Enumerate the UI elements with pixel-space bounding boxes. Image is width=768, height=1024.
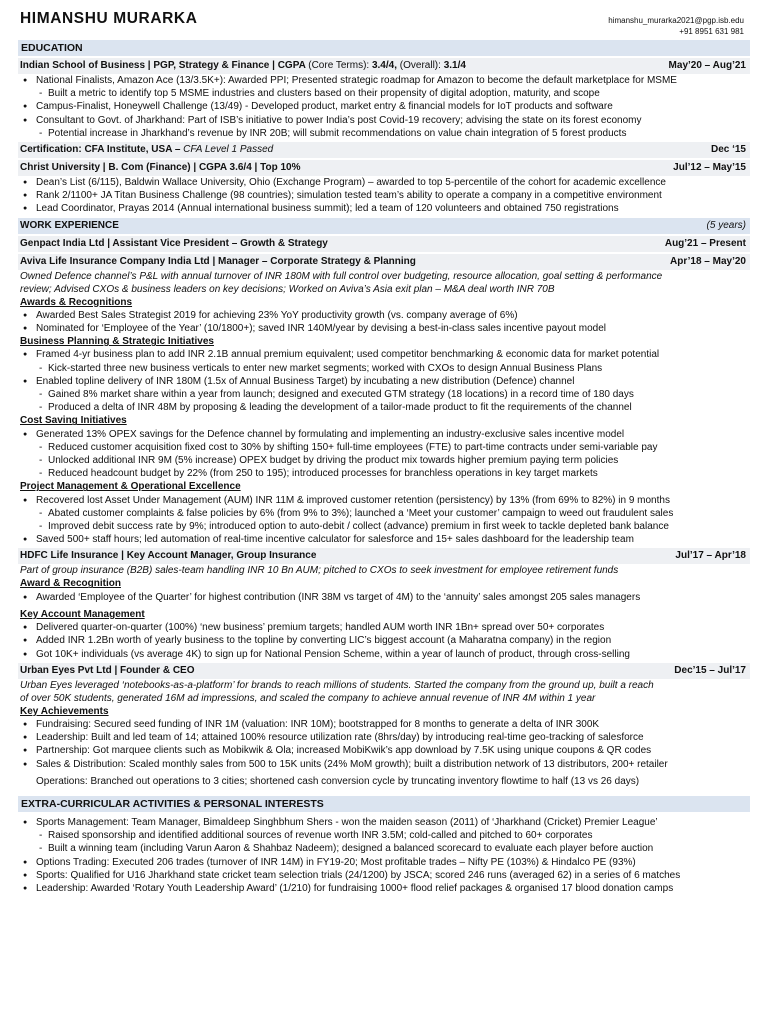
cfa-entry-header [18,142,750,158]
isb-bullets [18,74,750,140]
cfa-entry-title: Certification: CFA Institute, USA – CFA Level 1 Passed [20,144,274,156]
list-item: ● Campus-Finalist, Honeywell Challenge (13/49) - Developed product, market entry & financial models for IoT products and software [18,100,750,113]
sub-item: - Potential increase in Jharkhand’s revenue by INR 20B; will submit recommendations on value chain integration of 5 forest products [18,127,750,140]
list-item: ● Awarded ‘Employee of the Quarter’ for highest contribution (INR 38M vs target of 4M) to the ‘annuity’ sales amongst 205 sales managers [18,591,750,604]
hdfc-kam-list [18,621,750,661]
section-education-heading: EDUCATION [18,40,750,56]
extra-list [18,816,750,895]
sub-item: - Gained 8% market share within a year from launch; designed and executed GTM strategy (18 locations) in a record time of 180 days [18,388,750,401]
urban-title: Urban Eyes Pvt Ltd | Founder & CEO [20,664,195,676]
hdfc-entry-header [18,548,750,564]
sub-item: - Built a metric to identify top 5 MSME industries and clusters based on their propensity of digital adoption, maturity, and scope [18,87,750,100]
urban-intro: Urban Eyes leveraged ‘notebooks-as-a-platform’ for brands to reach millions of students. Started the company from the ground up, built a reach of over 50K students, generated 16M ad impressions, and scaled the company to achieve annual revenue of INR 4M within 1 year [20,679,654,704]
urban-achievements-heading: Key Achievements [20,705,109,717]
urban-achievements-list [18,718,750,771]
list-item: ● Added INR 1.2Bn worth of yearly business to the topline by converting LIC’s biggest account (a Maharatna company) in the region [18,634,750,647]
list-item: ● Rank 2/1100+ JA Titan Business Challenge (98 countries); simulation tested team’s ability to operate a company in a competitive environment [18,189,750,202]
phone: +91 8951 631 981 [679,27,744,36]
sub-item: - Improved debit success rate by 9%; introduced option to auto-debit / collect (advance) premium in first week to tackle depleted bank balance [18,520,750,533]
list-item: ● Generated 13% OPEX savings for the Defence channel by formulating and implementing an industry-exclusive sales incentive model [18,428,750,441]
isb-entry-header [18,58,750,74]
christ-entry-title: Christ University | B. Com (Finance) | CGPA 3.6/4 | Top 10% [20,162,301,174]
section-extra-heading: EXTRA-CURRICULAR ACTIVITIES & PERSONAL INTERESTS [18,796,750,812]
list-item: ● Framed 4-yr business plan to add INR 2.1B annual premium equivalent; used competitor benchmarking & economic data for market potential [18,348,750,361]
list-item: ● Leadership: Awarded ‘Rotary Youth Leadership Award’ (1/210) for fundraising 1000+ flood relief packages & organised 17 blood donation camps [18,882,750,895]
list-item: ● Saved 500+ staff hours; led automation of real-time incentive calculator for salesforce and 15+ sales dashboard for the leadership team [18,533,750,546]
christ-bullets [18,176,750,216]
aviva-dates: Apr’18 – May’20 [670,255,746,267]
contact-block [608,15,744,37]
list-item: ● Lead Coordinator, Prayas 2014 (Annual international business summit); led a team of 120 volunteers and obtained 750 registrations [18,202,750,215]
aviva-intro: Owned Defence channel’s P&L with annual turnover of INR 180M with full control over budgeting, resource allocation, goal setting & performance review; Advised CXOs & business leaders on key decisions; Worked on Aviva’s Asia exit plan – M&A deal worth INR 70B [20,270,663,295]
aviva-awards-list [18,309,750,335]
aviva-planning-heading: Business Planning & Strategic Initiatives [20,336,214,348]
aviva-cost-list [18,428,750,481]
sub-item: - Reduced customer acquisition fixed cost to 30% by shifting 150+ full-time employees (FTE) to part-time contracts under semi-variable pay [18,441,750,454]
section-work-heading [18,218,750,234]
christ-entry-header [18,160,750,176]
list-item: ● Options Trading: Executed 206 trades (turnover of INR 14M) in FY19-20; Most profitable trades – Nifty PE (103%) & Hindalco PE (93%) [18,856,750,869]
urban-dates: Dec’15 – Jul’17 [674,664,746,676]
list-item: ● Sports: Qualified for U16 Jharkhand state cricket team selection trials (24/1200) by JSCA; scored 246 runs (averaged 62) in a series of 6 matches [18,869,750,882]
sub-item: - Kick-started three new business verticals to enter new market segments; worked with CXOs to design Annual Business Plans [18,362,750,375]
list-item: ● Nominated for ‘Employee of the Year’ (10/1800+); saved INR 140M/year by devising a best-in-class sales incentive payout model [18,322,750,335]
email: himanshu_murarka2021@pgp.isb.edu [608,16,744,25]
work-title: WORK EXPERIENCE [20,219,119,231]
sub-item: - Unlocked additional INR 9M (5% increase) OPEX budget by driving the product mix towards higher premium paying term policies [18,454,750,467]
sub-item: - Built a winning team (including Varun Aaron & Shahbaz Nadeem); designed a balanced scorecard to evaluate each player before auction [18,842,750,855]
genpact-dates: Aug’21 – Present [664,237,746,249]
aviva-cost-heading: Cost Saving Initiatives [20,415,127,427]
sub-item: - Raised sponsorship and identified additional sources of revenue worth INR 3.5M; cold-called and pitched to 60+ corporates [18,829,750,842]
cfa-dates: Dec ‘15 [710,144,746,156]
list-item: ● Consultant to Govt. of Jharkhand: Part of ISB’s initiative to power India’s post Covid-19 recovery; advising the state on its forest economy [18,114,750,127]
list-item: ● Awarded Best Sales Strategist 2019 for achieving 23% YoY productivity growth (vs. company average of 6%) [18,309,750,322]
aviva-entry-header [18,254,750,270]
list-item: ● National Finalists, Amazon Ace (13/3.5K+): Awarded PPI; Presented strategic roadmap for Amazon to become the default marketplace for MSME [18,74,750,87]
list-item: ● Enabled topline delivery of INR 180M (1.5x of Annual Business Target) by incubating a new distribution (Defence) channel [18,375,750,388]
work-years: (5 years) [706,219,746,231]
hdfc-kam-heading: Key Account Management [20,608,145,620]
genpact-title: Genpact India Ltd | Assistant Vice President – Growth & Strategy [20,237,328,249]
list-item: ● Sales & Distribution: Scaled monthly sales from 500 to 15K units (24% MoM growth); built a distribution network of 13 distributors, 200+ retailer [18,758,750,771]
list-item: ● Got 10K+ individuals (vs average 4K) to sign up for National Pension Scheme, within a year of launch of product, through cross-selling [18,648,750,661]
aviva-pm-list [18,494,750,547]
hdfc-intro: Part of group insurance (B2B) sales-team handling INR 10 Bn AUM; pitched to CXOs to seek investment for employee retirement funds [20,565,619,577]
christ-dates: Jul’12 – May’15 [673,162,746,174]
urban-entry-header [18,663,750,679]
aviva-title: Aviva Life Insurance Company India Ltd | Manager – Corporate Strategy & Planning [20,255,416,267]
list-item: ● Delivered quarter-on-quarter (100%) ‘new business’ premium targets; handled AUM worth INR 1Bn+ spread over 50+ corporates [18,621,750,634]
list-item: ● Leadership: Built and led team of 14; attained 100% resource utilization rate (8hrs/day) by introducing real-time geo-tracking of salesforce [18,731,750,744]
list-item: ● Sports Management: Team Manager, Bimaldeep Singhbhum Shers - won the maiden season (2011) of ‘Jharkhand (Cricket) Premier League’ [18,816,750,829]
aviva-awards-heading: Awards & Recognitions [20,296,133,308]
hdfc-award-list [18,591,750,604]
urban-operations-line: Operations: Branched out operations to 3 cities; shortened cash conversion cycle by truncating inventory flowtime to half (13 vs 26 days) [36,775,640,787]
isb-dates: May’20 – Aug’21 [668,60,746,71]
aviva-planning-list [18,348,750,414]
list-item: ● Fundraising: Secured seed funding of INR 1M (valuation: INR 10M); bootstrapped for 8 months to generate a delta of INR 300K [18,718,750,731]
sub-item: - Abated customer complaints & false policies by 6% (from 9% to 3%); launched a ‘Meet your customer’ campaign to weed out fraudulent sales [18,507,750,520]
hdfc-award-heading: Award & Recognition [20,578,121,590]
list-item: ● Dean’s List (6/115), Baldwin Wallace University, Ohio (Exchange Program) – awarded to top 5-percentile of the cohort for academic excellence [18,176,750,189]
hdfc-title: HDFC Life Insurance | Key Account Manager, Group Insurance [20,550,317,562]
aviva-pm-heading: Project Management & Operational Excellence [20,481,241,493]
isb-entry-title: Indian School of Business | PGP, Strategy & Finance | CGPA (Core Terms): 3.4/4, (Overall): 3.1/4 [20,60,466,71]
candidate-name: HIMANSHU MURARKA [20,10,198,27]
genpact-entry-header [18,236,750,252]
sub-item: - Reduced headcount budget by 22% (from 250 to 195); introduced processes for branchless operations in key target markets [18,467,750,480]
list-item: ● Recovered lost Asset Under Management (AUM) INR 11M & improved customer retention (persistency) by 13% (from 69% to 82%) in 9 months [18,494,750,507]
hdfc-dates: Jul’17 – Apr’18 [675,550,746,562]
sub-item: - Produced a delta of INR 48M by proposing & leading the development of a tailor-made product to fit the requirements of the channel [18,401,750,414]
resume-header [18,8,750,38]
list-item: ● Partnership: Got marquee clients such as Mobikwik & Ola; increased MobiKwik’s app download by 7.5K using unique coupons & QR codes [18,744,750,757]
